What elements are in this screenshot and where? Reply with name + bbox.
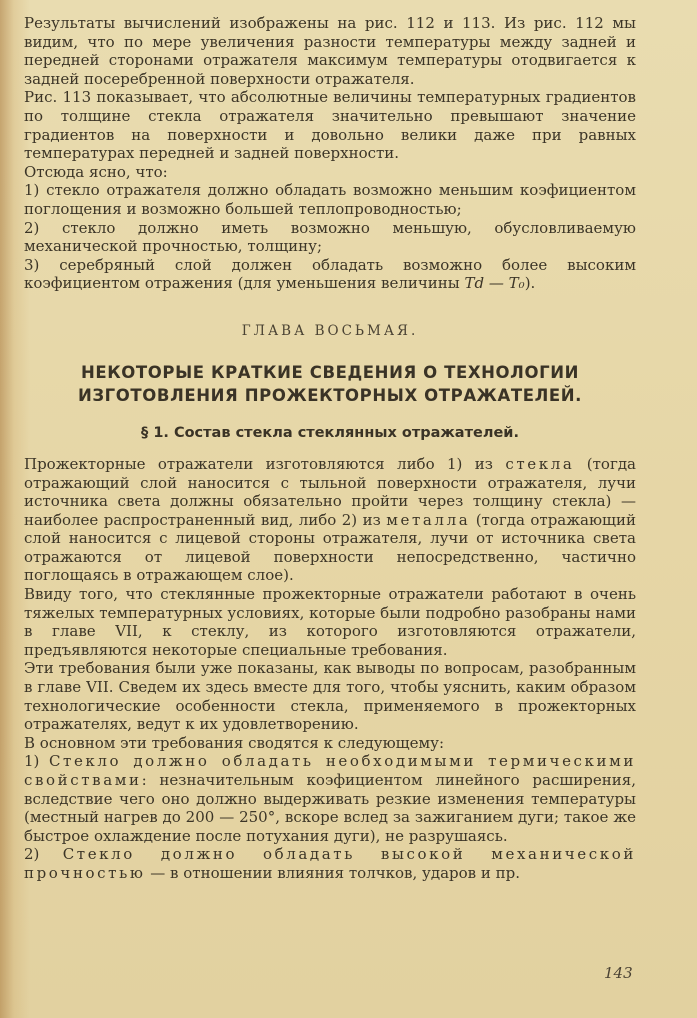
requirement-2-spaced: Стекло должно обладать высокой механической прочностью <box>24 845 636 882</box>
chapter-title-line-1: НЕКОТОРЫЕ КРАТКИЕ СВЕДЕНИЯ О ТЕХНОЛОГИИ <box>80 362 580 382</box>
intro-part-a: Прожекторные отражатели изготовляются либо 1) из <box>24 454 506 473</box>
list-item-3-end: ). <box>524 274 536 293</box>
chapter-title <box>24 361 636 407</box>
paragraph-requirements: Эти требования были уже показаны, как выводы по вопросам, разобранным в главе VII. Сведем их здесь вместе для того, чтобы уяснить, каким образом технологические особенности стекла, применяемого в прожекторных отражателях, ведут к их удовлетворению. <box>24 659 636 734</box>
paragraph-intro <box>24 455 636 585</box>
formula-td-t0: Td — T₀ <box>464 274 525 293</box>
list-item-3 <box>24 256 636 293</box>
requirement-2-num: 2) <box>24 845 63 864</box>
paragraph-fig113: Рис. 113 показывает, что абсолютные величины температурных градиентов по толщине стекла отражателя значительно превышают значение градиентов на поверхности и довольно велики даже при равных температурах передней и задней поверхности. <box>24 88 636 163</box>
list-item-2: 2) стекло должно иметь возможно меньшую, обусловливаемую механической прочностью, толщину; <box>24 218 636 256</box>
intro-part-c: (тогда отражающий слой наносится с лицевой стороны отражателя, лучи от источника света отражаются от лицевой поверхности непосредственно, частично поглощаясь в отражающем слое). <box>24 510 636 585</box>
requirement-1-spaced: Стекло должно обладать необходимыми термическими свойствами <box>24 752 636 789</box>
chapter-title-line-2: ИЗГОТОВЛЕНИЯ ПРОЖЕКТОРНЫХ ОТРАЖАТЕЛЕЙ. <box>77 385 583 405</box>
list-item-3-text: 3) серебряный слой должен обладать возможно более высоким коэфициентом отражения (для уменьшения величины <box>24 255 636 293</box>
intro-metal: металла <box>386 510 471 529</box>
paragraph-main-requirements: В основном эти требования сводятся к следующему: <box>24 733 445 752</box>
requirement-1 <box>24 752 636 845</box>
page-number: 143 <box>604 964 633 982</box>
requirement-1-rest: : незначительным коэфициентом линейного расширения, вследствие чего оно должно выдерживать резкие изменения температуры (местный нагрев до 200 — 250°, вскоре вслед за зажиганием дуги; такое же быстрое охлаждение после потухания дуги), не разрушаясь. <box>24 771 636 845</box>
paragraph-conditions: Ввиду того, что стеклянные прожекторные отражатели работают в очень тяжелых температурных условиях, которые были подробно разобраны нами в главе VII, к стеклу, из которого изготовляются отражатели, предъявляются некоторые специальные требования. <box>24 585 636 659</box>
page-content <box>24 14 636 883</box>
requirement-1-num: 1) <box>24 752 49 771</box>
section-title: § 1. Состав стекла стеклянных отражателей. <box>141 424 519 441</box>
list-item-1: 1) стекло отражателя должно обладать возможно меньшим коэфициентом поглощения и возможно большей теплопроводностью; <box>24 181 636 218</box>
paragraph-conclusion-intro: Отсюда ясно, что: <box>24 162 168 181</box>
paragraph-results: Результаты вычислений изображены на рис. 112 и 113. Из рис. 112 мы видим, что по мере увеличения разности температуры между задней и передней сторонами отражателя максимум температуры отодвигается к задней посеребренной поверхности отражателя. <box>24 14 636 88</box>
chapter-label: ГЛАВА ВОСЬМАЯ. <box>241 322 419 339</box>
requirement-2 <box>24 845 636 882</box>
requirement-2-rest: — в отношении влияния толчков, ударов и пр. <box>145 863 521 882</box>
intro-part-b: (тогда отражающий слой наносится с тыльной поверхности отражателя, лучи источника света должны обязательно пройти через толщину стекла) — наиболее распространенный вид, либо 2) из <box>24 454 636 529</box>
intro-glass: стекла <box>505 454 575 473</box>
